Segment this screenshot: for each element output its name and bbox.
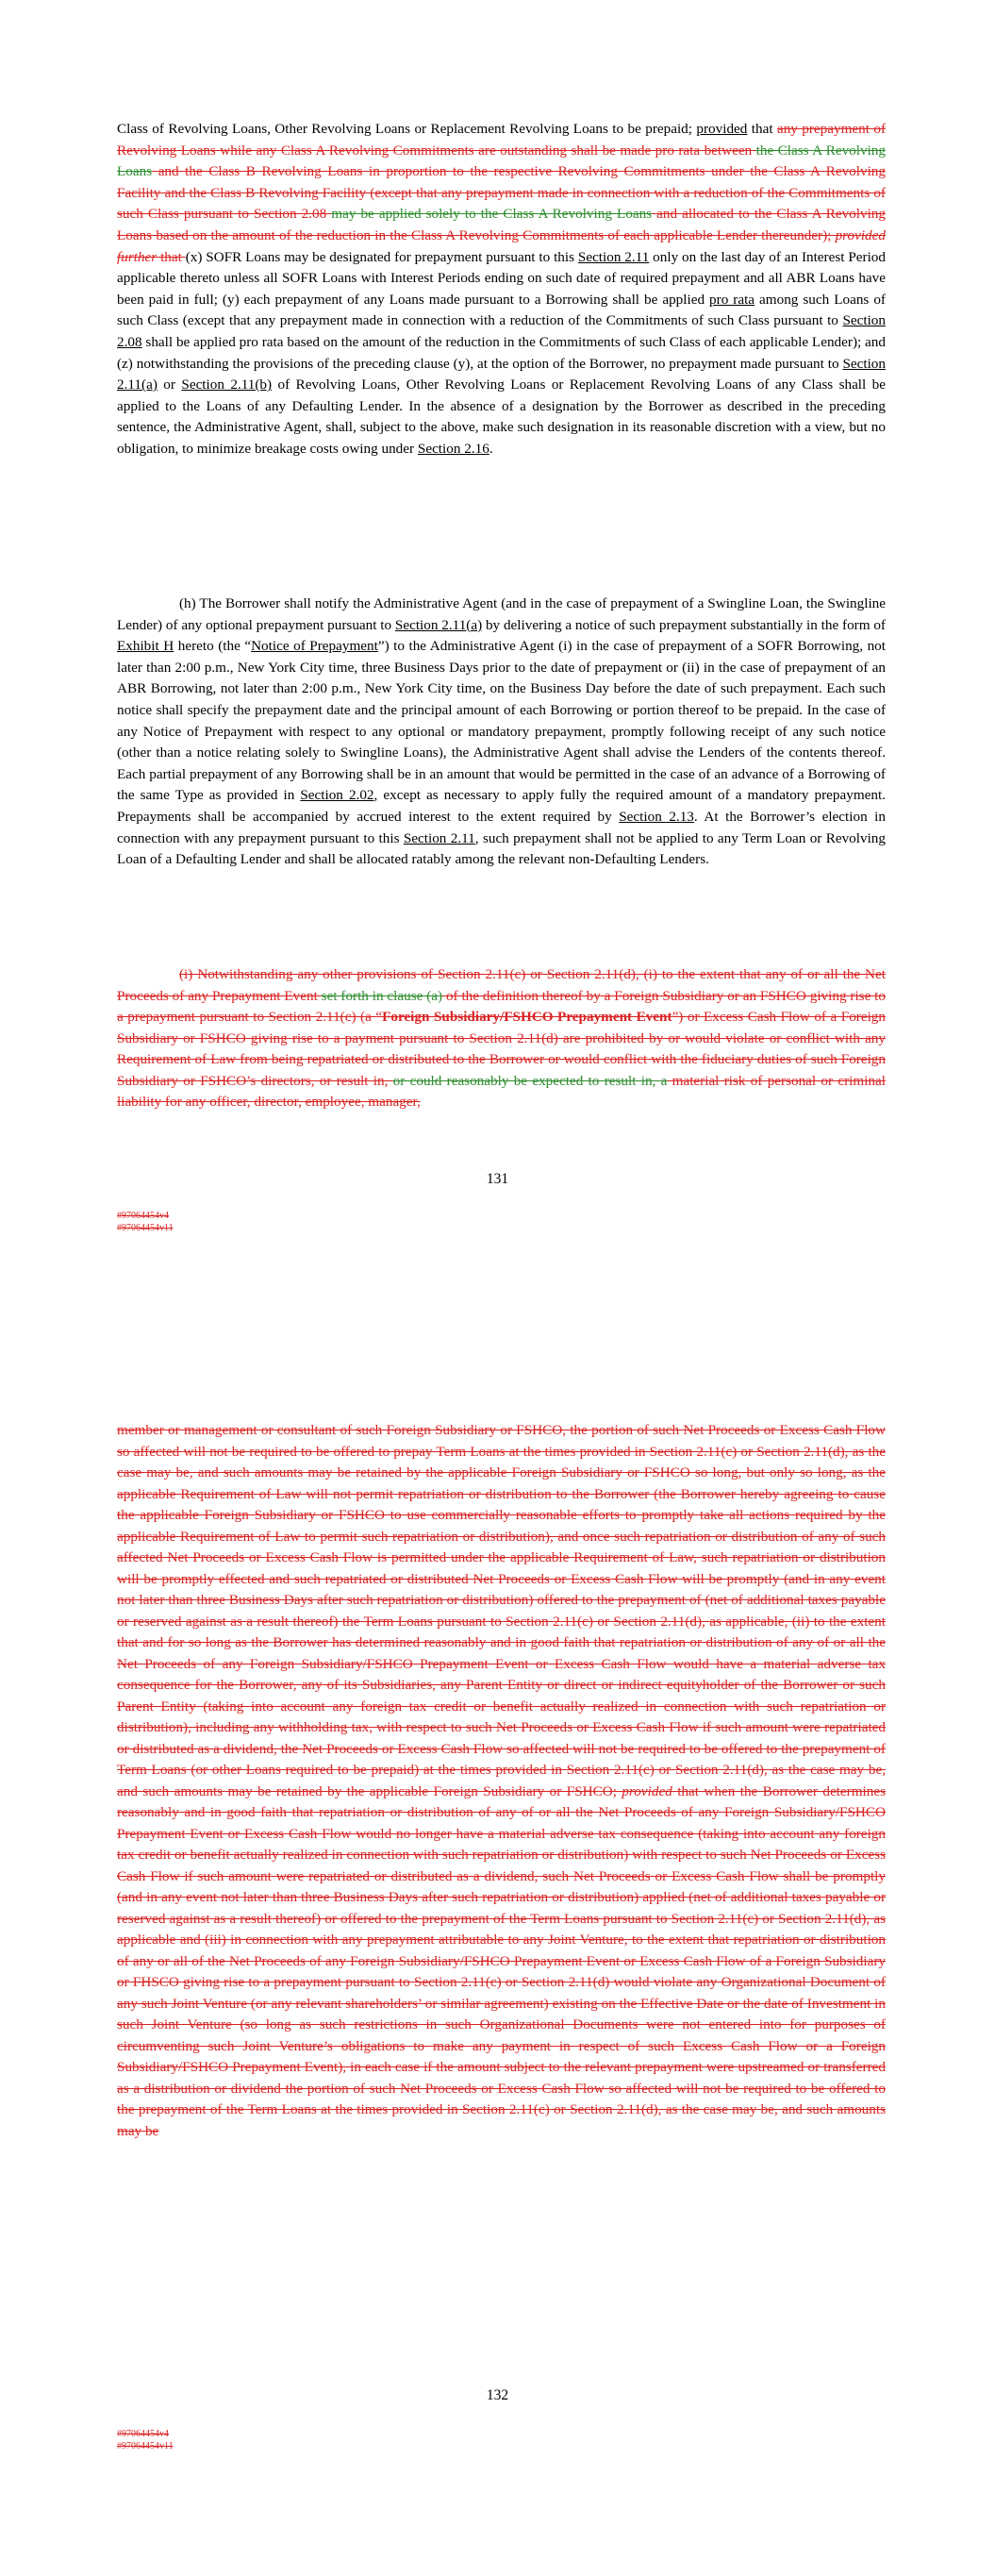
paragraph-i-continued-deleted bbox=[117, 1420, 886, 2142]
page-132 bbox=[0, 1288, 995, 2576]
document-id: #97064454v11 bbox=[117, 2441, 174, 2451]
text-run: by delivering a notice of such prepayment substantially in the form of bbox=[482, 616, 886, 633]
deleted-text: and allocated to the Class A Revolving Loans based on the amount of the reduction in the Class A Revolving Commitments of each applicable Lender thereunder); bbox=[117, 206, 886, 243]
document-id-footer bbox=[117, 1210, 174, 1234]
deleted-text-bold: Foreign Subsidiary/FSHCO Prepayment Event bbox=[382, 1009, 672, 1025]
deleted-text-italic: provided bbox=[622, 1782, 672, 1799]
text-run: , except as necessary to apply fully the required amount of a mandatory prepayment. Prepayments shall be accompanied by accrued interest to the extent required by bbox=[117, 787, 886, 825]
exhibit-reference: Exhibit H bbox=[117, 638, 174, 655]
section-reference: Section 2.13 bbox=[619, 808, 694, 825]
deleted-text-italic: provided further bbox=[117, 226, 886, 265]
deleted-text: that when the Borrower determines reasonably and in good faith that repatriation or distribution of any of or all the Net Proceeds of any Foreign Subsidiary/FSHCO Prepayment Event or Excess Cash Flow would no longer have a material adverse tax consequence (taking into account any foreign tax credit or benefit actually realized in connection with such repatriation or distribution) with respect to such Net Proceeds or Excess Cash Flow if such amount were repatriated or distributed as a dividend, such Net Proceeds or Excess Cash Flow shall be promptly (and in any event not later than three Business Days after such repatriation or distribution) applied (net of additional taxes payable or reserved against as a result thereof) or offered to the prepayment of the Term Loans pursuant to Section 2.11(c) or Section 2.11(d), as applicable and (iii) in connection with any prepayment attributable to any Joint Venture, to the extent that repatriation or distribution of any or all of the Net Proceeds of any Foreign Subsidiary/FSHCO Prepayment Event or Excess Cash Flow of a Foreign Subsidiary or FHSCO giving rise to a prepayment pursuant to Section 2.11(c) or Section 2.11(d) would violate any Organizational Document of any such Joint Venture (or any relevant shareholders’ or similar agreement) existing on the Effective Date or the date of Investment in such Joint Venture (so long as such restrictions in such Organizational Documents were not entered into for purposes of circumventing such Joint Venture’s obligations to make any payment in respect of such Excess Cash Flow or a Foreign Subsidiary/FSHCO Prepayment Event), in each case if the amount subject to the relevant prepayment were upstreamed or transferred as a distribution or dividend the portion of such Net Proceeds or Excess Cash Flow so affected will not be required to be offered to the prepayment of the Term Loans at the times provided in Section 2.11(c) or Section 2.11(d), as the case may be, and such amounts may be bbox=[117, 1782, 886, 2139]
moved-text: the Class A Revolving Loans bbox=[117, 142, 886, 180]
document-id: #97064454v4 bbox=[117, 1211, 169, 1221]
deleted-text: of the definition thereof by a Foreign Subsidiary or an FSHCO giving rise to a prepayment pursuant to Section 2.11(c) (a “ bbox=[117, 987, 886, 1025]
page-number: 131 bbox=[486, 1171, 509, 1187]
deleted-text: that bbox=[157, 248, 186, 265]
section-reference: Section 2.11(b) bbox=[181, 376, 273, 393]
text-run: , such prepayment shall not be applied to any Term Loan or Revolving Loan of a Defaulting Lender and shall be allocated ratably among the relevant non-Defaulting Lenders. bbox=[117, 829, 886, 868]
deleted-text: any prepayment of Revolving Loans while any Class A Revolving Commitments are outstanding shall be made pro rata between bbox=[117, 121, 886, 159]
deleted-text: material risk of personal or criminal liability for any officer, director, employee, manager, bbox=[117, 1072, 886, 1110]
document-id: #97064454v4 bbox=[117, 2429, 169, 2439]
text-run: shall be applied pro rata based on the amount of the reduction in the Commitments of such Class of each applicable Lender); and (z) notwithstanding the provisions of the preceding clause (y), at the option of the Borrower, no prepayment made pursuant to bbox=[117, 333, 886, 372]
text-run: that bbox=[747, 121, 777, 137]
section-reference: Section 2.11 bbox=[403, 829, 475, 846]
text-run: ”) to the Administrative Agent (i) in the case of prepayment of a SOFR Borrowing, not later than 2:00 p.m., New York City time, three Business Days prior to the date of prepayment or (ii) in the case of prepayment of an ABR Borrowing, not later than 2:00 p.m., New York City time, on the Business Day before the date of such prepayment. Each such notice shall specify the prepayment date and the principal amount of each Borrowing or portion thereof to be prepaid. In the case of any Notice of Prepayment with respect to any optional or mandatory prepayment, promptly following receipt of any such notice (other than a notice relating solely to Swingline Loans), the Administrative Agent shall advise the Lenders of the contents thereof. Each partial prepayment of any Borrowing shall be in an amount that would be permitted in the case of an advance of a Borrowing of the same Type as provided in bbox=[117, 638, 886, 804]
text-run: . bbox=[489, 440, 493, 457]
defined-term: Notice of Prepayment bbox=[251, 638, 378, 655]
paragraph-revolving-loans bbox=[117, 119, 886, 460]
section-reference: Section 2.16 bbox=[417, 440, 489, 457]
text-run: only on the last day of an Interest Period applicable thereto unless all SOFR Loans with Interest Periods ending on such date of required prepayment and all ABR Loans have been paid in full; (y) each prepayment of any Loans made pursuant to a Borrowing shall be applied bbox=[117, 248, 886, 308]
deleted-text: member or management or consultant of such Foreign Subsidiary or FSHCO, the portion of such Net Proceeds or Excess Cash Flow so affected will not be required to be offered to prepay Term Loans at the times provided in Section 2.11(c) or Section 2.11(d), as the case may be, and such amounts may be retained by the applicable Foreign Subsidiary or FSHCO so long, but only so long, as the applicable Requirement of Law will not permit repatriation or distribution to the Borrower (the Borrower hereby agreeing to cause the applicable Foreign Subsidiary or FSHCO to use commercially reasonable efforts to promptly take all actions required by the applicable Requirement of Law to permit such repatriation or distribution), and once such repatriation or distribution of any of such affected Net Proceeds or Excess Cash Flow is permitted under the applicable Requirement of Law, such repatriation or distribution will be promptly effected and such repatriated or distributed Net Proceeds or Excess Cash Flow will be promptly (and in any event not later than three Business Days after such repatriation or distribution) offered to the prepayment of (net of additional taxes payable or reserved against as a result thereof) the Term Loans pursuant to Section 2.11(c) or Section 2.11(d), as applicable, (ii) to the extent that and for so long as the Borrower has determined reasonably and in good faith that repatriation or distribution of any of or all the Net Proceeds of any Foreign Subsidiary/FSHCO Prepayment Event or Excess Cash Flow would have a material adverse tax consequence for the Borrower, any of its Subsidiaries, any Parent Entity or direct or indirect equityholder of the Borrower or such Parent Entity (taking into account any foreign tax credit or benefit actually realized in connection with such repatriation or distribution), including any withholding tax, with respect to such Net Proceeds or Excess Cash Flow if such amount were repatriated or distributed as a dividend, the Net Proceeds or Excess Cash Flow so affected will not be required to be offered to the prepayment of Term Loans (or other Loans required to be prepaid) at the times provided in Section 2.11(c) or Section 2.11(d), as the case may be, and such amounts may be retained by the applicable Foreign Subsidiary or FSHCO; bbox=[117, 1422, 886, 1799]
page-number: 132 bbox=[486, 2387, 509, 2403]
text-run: (x) SOFR Loans may be designated for prepayment pursuant to this bbox=[185, 248, 578, 265]
moved-text: or could reasonably be expected to result in, a bbox=[392, 1072, 668, 1089]
paragraph-i-deleted bbox=[117, 964, 886, 1113]
section-reference: Section 2.08 bbox=[117, 312, 886, 350]
text-run: Class of Revolving Loans, Other Revolving Loans or Replacement Revolving Loans to be prepaid; bbox=[117, 121, 697, 137]
text-run: among such Loans of such Class (except that any prepayment made in connection with a reduction of the Commitments of such Class pursuant to bbox=[117, 291, 886, 329]
text-run-underlined: provided bbox=[696, 121, 748, 137]
document-id: #97064454v11 bbox=[117, 1223, 174, 1233]
section-reference: Section 2.11(a) bbox=[394, 616, 483, 633]
moved-text: set forth in clause (a) bbox=[321, 987, 443, 1004]
deleted-text: and the Class B Revolving Loans in proportion to the respective Revolving Commitments under the Class A Revolving Facility and the Class B Revolving Facility (except that any prepayment made in connection with a reduction of the Commitments of such Class pursuant to Section 2.08 bbox=[117, 163, 886, 223]
deleted-text: (i) Notwithstanding any other provisions of Section 2.11(c) or Section 2.11(d), (i) to the extent that any of or all the Net Proceeds of any Prepayment Event bbox=[117, 966, 886, 1004]
section-reference: Section 2.02 bbox=[300, 787, 374, 804]
text-run: or bbox=[157, 376, 182, 393]
moved-text: may be applied solely to the Class A Revolving Loans bbox=[331, 206, 653, 223]
document-id-footer bbox=[117, 2428, 174, 2452]
paragraph-h-notice-of-prepayment bbox=[117, 594, 886, 871]
text-run: . At the Borrower’s election in connection with any prepayment pursuant to this bbox=[117, 808, 886, 846]
section-reference: Section 2.11 bbox=[577, 248, 650, 265]
text-run-underlined: pro rata bbox=[709, 291, 755, 308]
text-run: hereto (the “ bbox=[174, 638, 252, 655]
deleted-text: ”) or Excess Cash Flow of a Foreign Subsidiary or FSHCO giving rise to a payment pursuant to Section 2.11(d) are prohibited by or would violate or conflict with any Requirement of Law from being repatriated or distributed to the Borrower or would conflict with the fiduciary duties of such Foreign Subsidiary or FSHCO’s directors, or result in, bbox=[117, 1009, 886, 1089]
text-run: (h) The Borrower shall notify the Administrative Agent (and in the case of prepayment of a Swingline Loan, the Swingline Lender) of any optional prepayment pursuant to bbox=[117, 595, 886, 633]
text-run: of Revolving Loans, Other Revolving Loans or Replacement Revolving Loans of any Class shall be applied to the Loans of any Defaulting Lender. In the absence of a designation by the Borrower as described in the preceding sentence, the Administrative Agent, shall, subject to the above, make such designation in its reasonable discretion with a view, but no obligation, to minimize breakage costs owing under bbox=[117, 376, 887, 457]
section-reference: Section 2.11(a) bbox=[117, 355, 886, 393]
